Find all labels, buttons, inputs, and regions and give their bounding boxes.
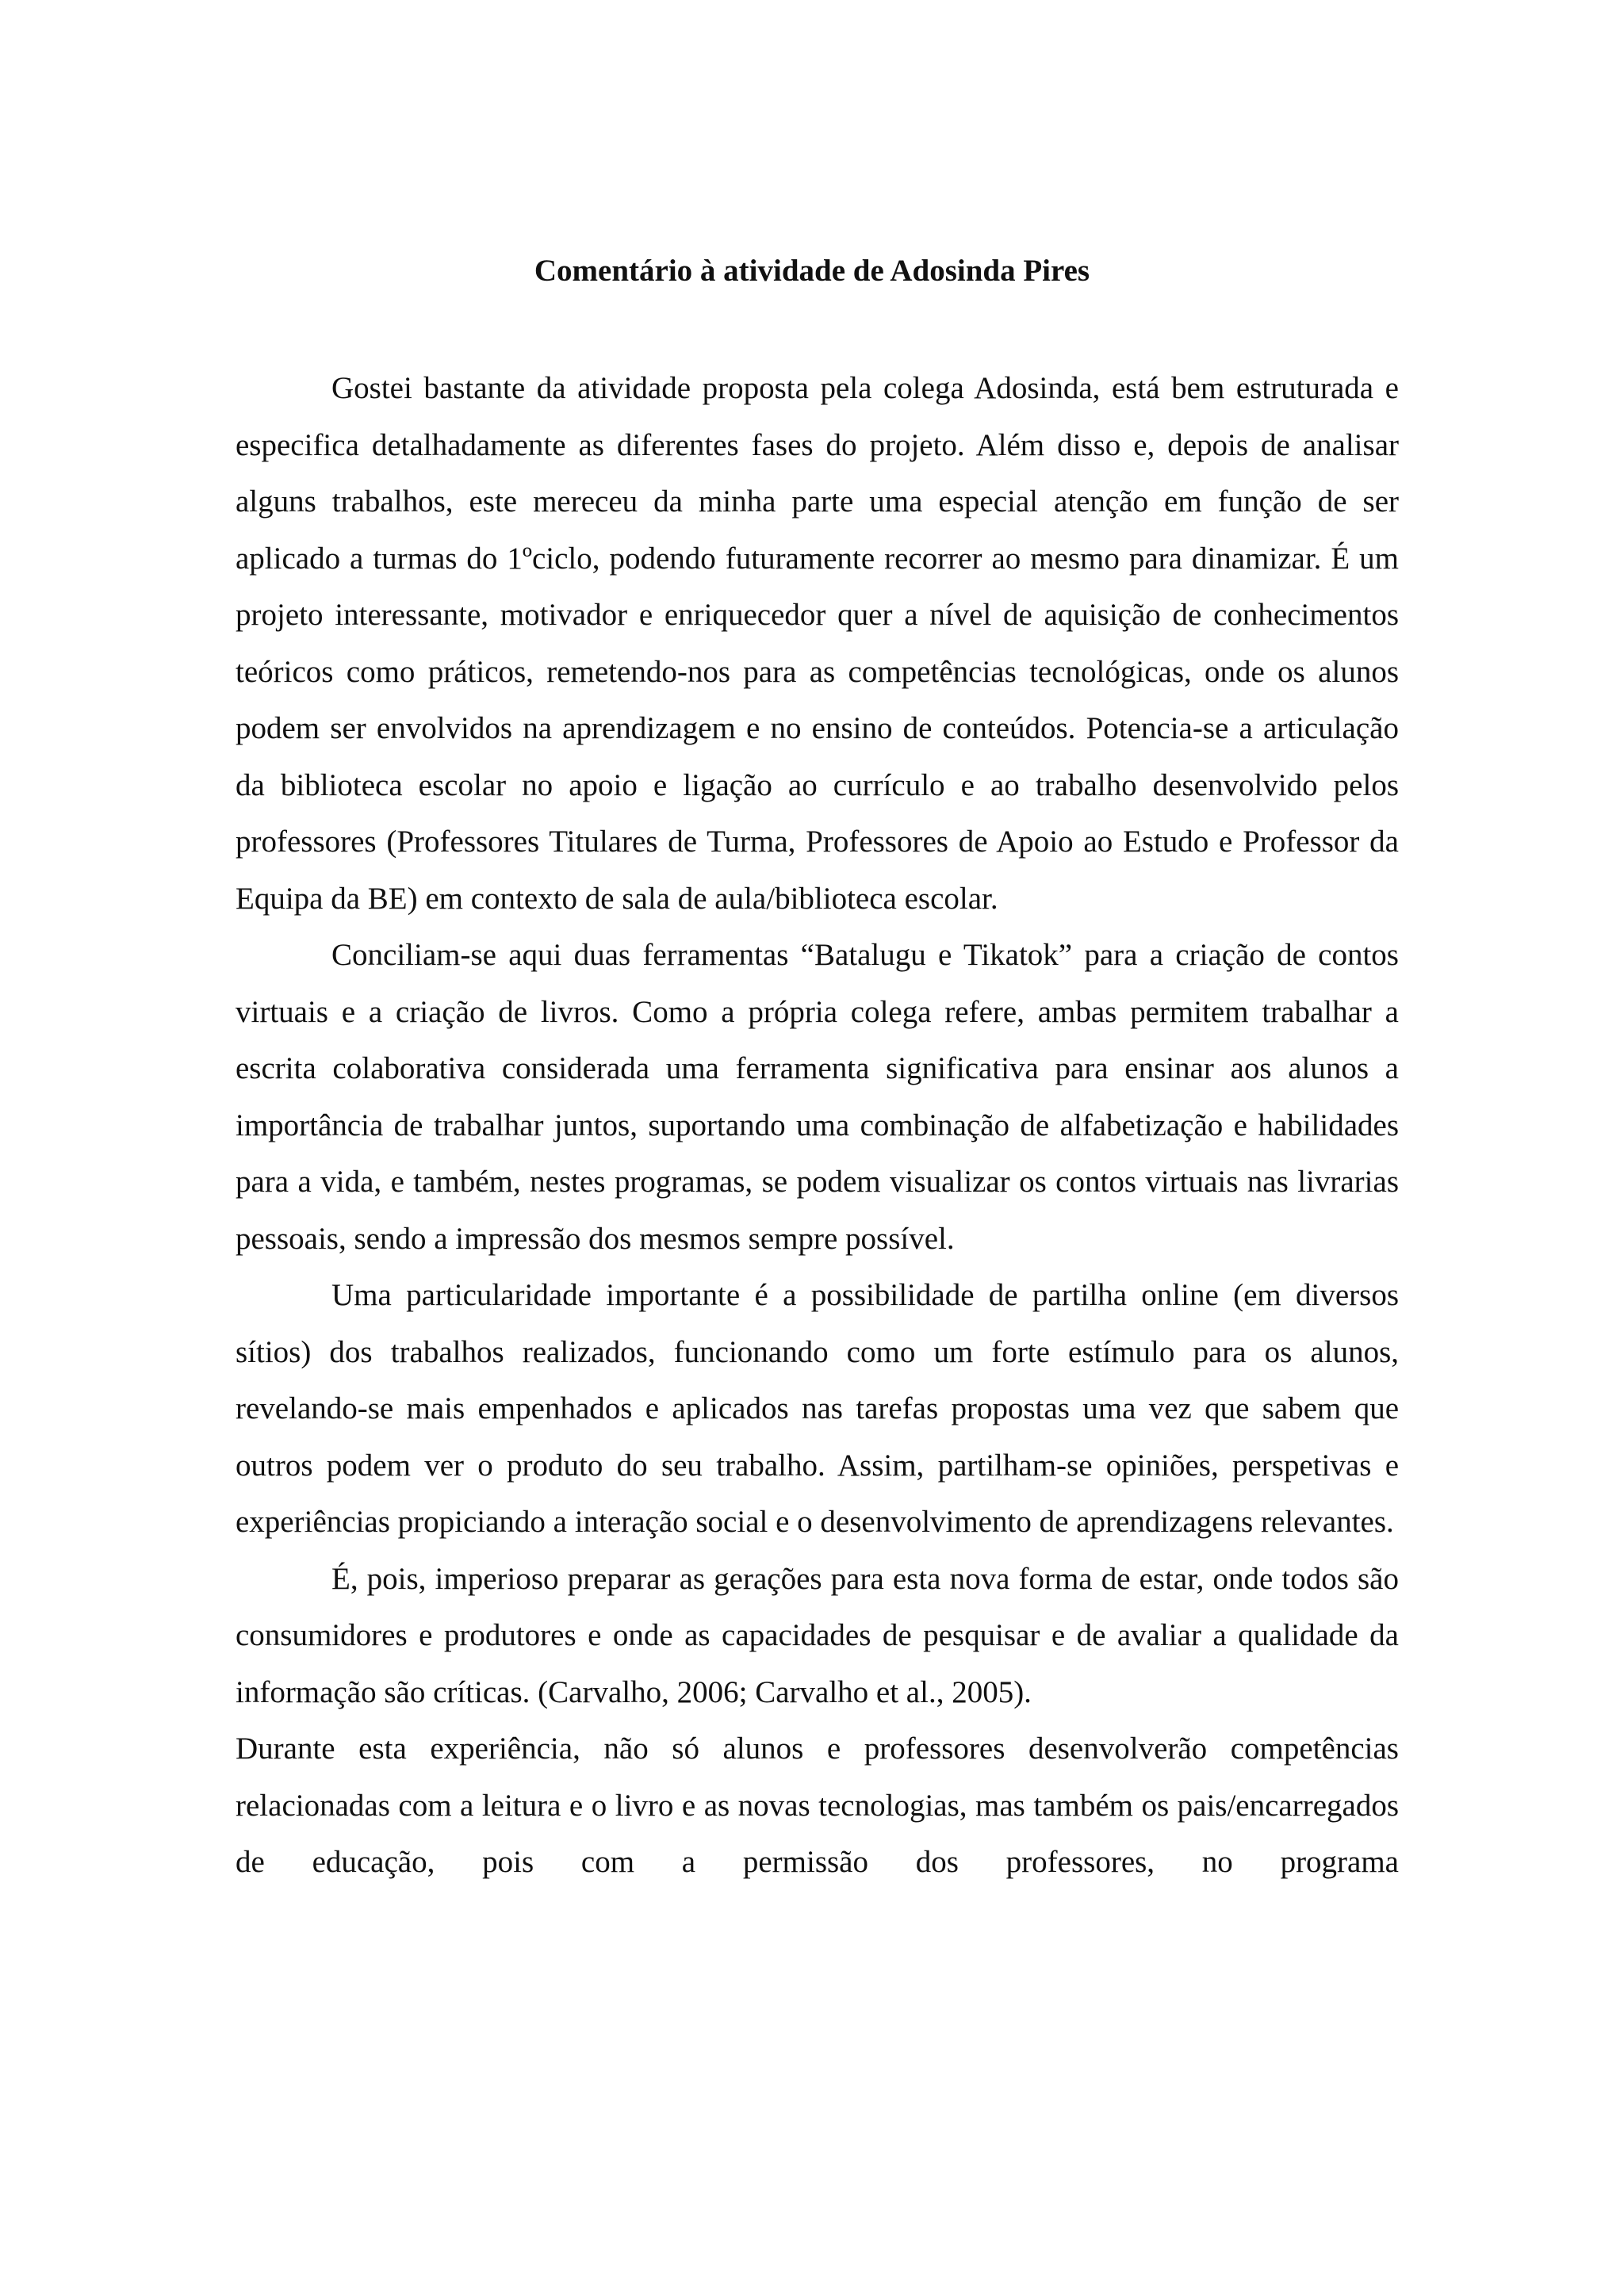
paragraph-1: Gostei bastante da atividade proposta pela colega Adosinda, está bem estruturada e especifica detalhadamente as diferentes fases do projeto. Além disso e, depois de analisar alguns trabalhos, este mereceu da minha parte uma especial atenção em função de ser aplicado a turmas do 1ºciclo, podendo futuramente recorrer ao mesmo para dinamizar. É um projeto interessante, motivador e enriquecedor quer a nível de aquisição de conhecimentos teóricos como práticos, remetendo-nos para as competências tecnológicas, onde os alunos podem ser envolvidos na aprendizagem e no ensino de conteúdos. Potencia-se a articulação da biblioteca escolar no apoio e ligação ao currículo e ao trabalho desenvolvido pelos professores (Professores Titulares de Turma, Professores de Apoio ao Estudo e Professor da Equipa da BE) em contexto de sala de aula/biblioteca escolar. — [236, 371, 1399, 916]
document-title: Comentário à atividade de Adosinda Pires — [534, 254, 1090, 288]
paragraph-3: Uma particularidade importante é a possibilidade de partilha online (em diversos sítios) dos trabalhos realizados, funcionando como um forte estímulo para os alunos, revelando-se mais empenhados e aplicados nas tarefas propostas uma vez que sabem que outros podem ver o produto do seu trabalho. Assim, partilham-se opiniões, perspetivas e experiências propiciando a interação social e o desenvolvimento de aprendizagens relevantes. — [236, 1278, 1399, 1539]
paragraph-4: É, pois, imperioso preparar as gerações para esta nova forma de estar, onde todos são consumidores e produtores e onde as capacidades de pesquisar e de avaliar a qualidade da informação são críticas. (Carvalho, 2006; Carvalho et al., 2005). — [236, 1561, 1399, 1709]
paragraph-2: Conciliam-se aqui duas ferramentas “Batalugu e Tikatok” para a criação de contos virtuais e a criação de livros. Como a própria colega refere, ambas permitem trabalhar a escrita colaborativa considerada uma ferramenta significativa para ensinar aos alunos a importância de trabalhar juntos, suportando uma combinação de alfabetização e habilidades para a vida, e também, nestes programas, se podem visualizar os contos virtuais nas livrarias pessoais, sendo a impressão dos mesmos sempre possível. — [236, 938, 1399, 1256]
document-body — [236, 360, 1399, 1891]
paragraph-5: Durante esta experiência, não só alunos e professores desenvolverão competências relacionadas com a leitura e o livro e as novas tecnologias, mas também os pais/encarregados de educação, pois com a permissão dos professores, no programa — [236, 1732, 1399, 1879]
